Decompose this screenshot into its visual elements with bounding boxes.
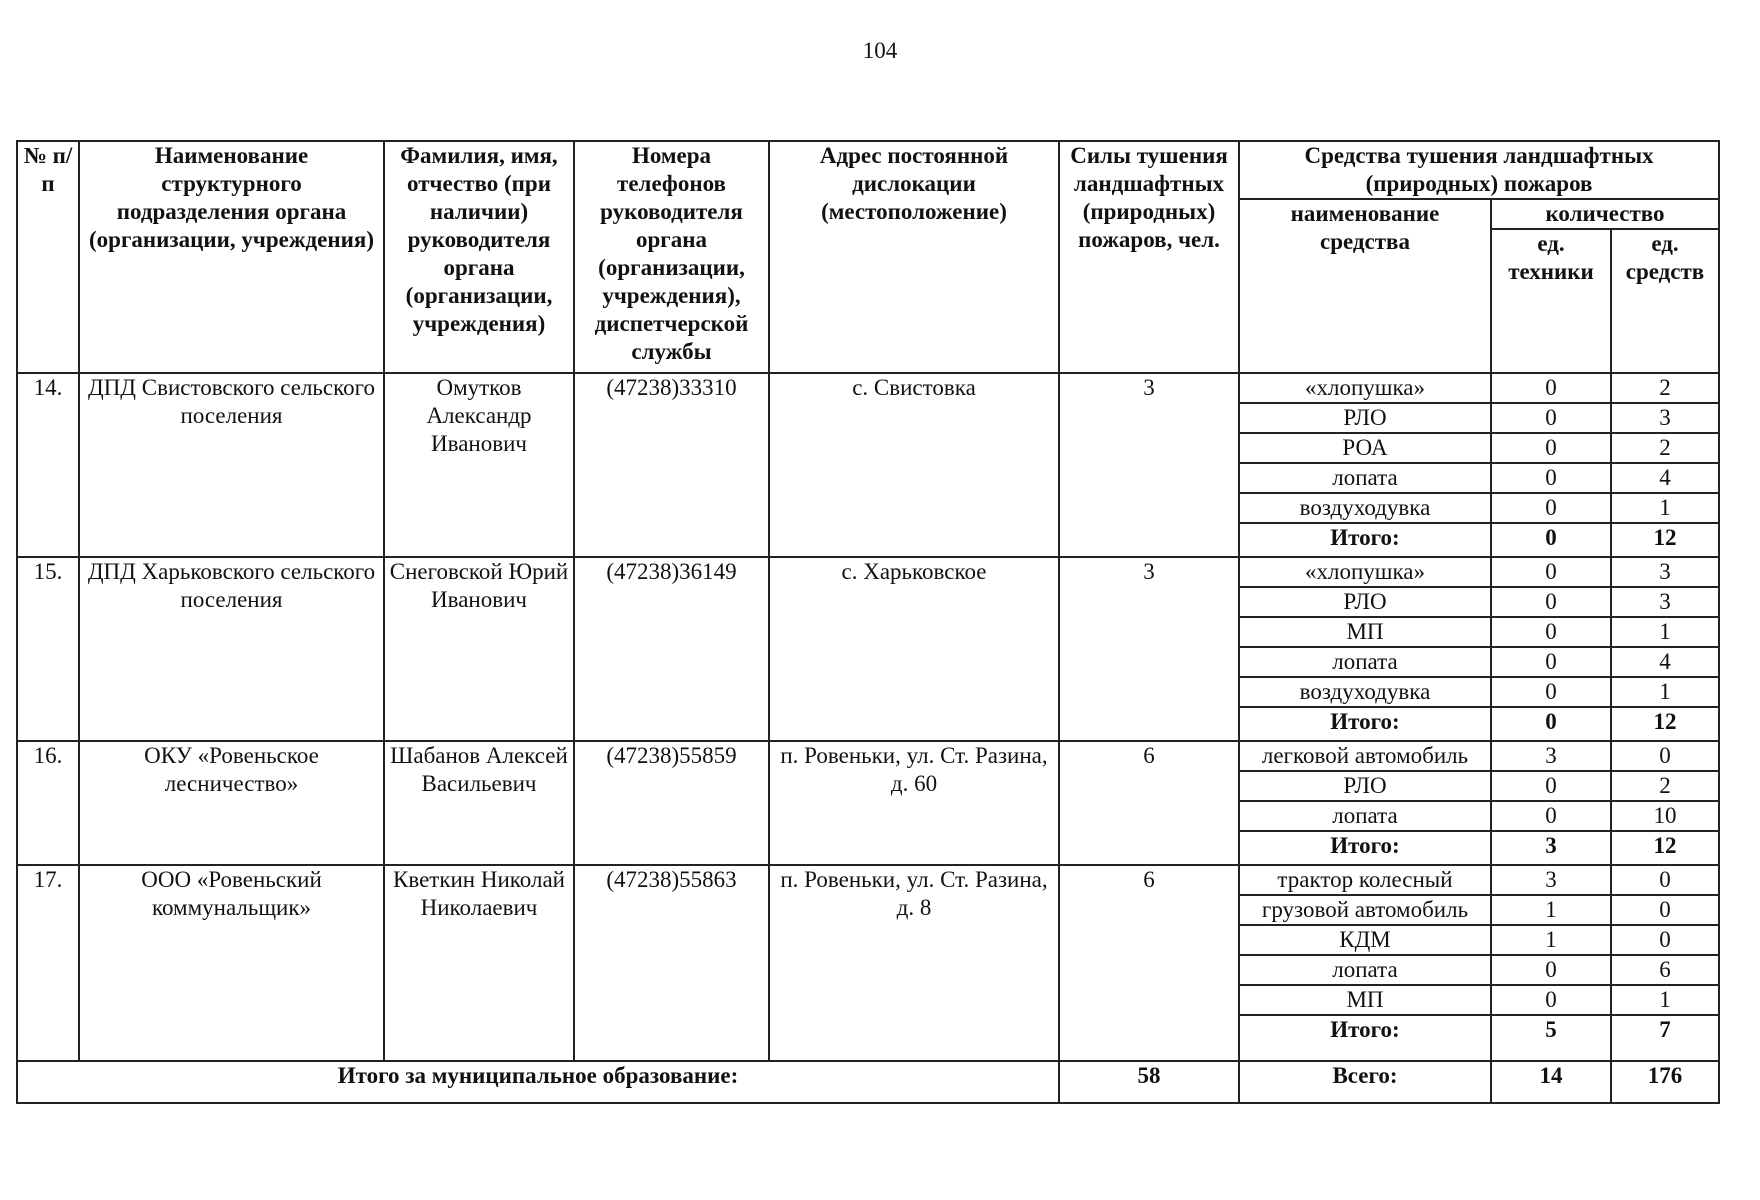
header-units-means: ед. средств: [1611, 229, 1719, 373]
means-name: воздуходувка: [1239, 493, 1491, 523]
grand-total-name: Всего:: [1239, 1061, 1491, 1103]
means-count: 2: [1611, 433, 1719, 463]
means-name: РЛО: [1239, 771, 1491, 801]
means-tech-count: 0: [1491, 403, 1611, 433]
means-tech-count: 0: [1491, 677, 1611, 707]
means-tech-count: 3: [1491, 865, 1611, 895]
means-name: грузовой автомобиль: [1239, 895, 1491, 925]
header-means: Средства тушения ландшафтных (природных) пожаров: [1239, 141, 1719, 199]
means-count: 0: [1611, 895, 1719, 925]
means-tech-count: 0: [1491, 647, 1611, 677]
entry-num: 15.: [17, 557, 79, 741]
table-footer: [17, 1061, 1719, 1103]
header-forces: Силы тушения ландшафтных (природных) пожаров, чел.: [1059, 141, 1239, 373]
header-quantity: количество: [1491, 199, 1719, 229]
total-means-count: 12: [1611, 707, 1719, 741]
header-phones: Номера телефонов руководителя органа (организации, учреждения), диспетчерской службы: [574, 141, 769, 373]
means-tech-count: 1: [1491, 925, 1611, 955]
entry-head-name: Шабанов Алексей Васильевич: [384, 741, 574, 865]
means-name: «хлопушка»: [1239, 373, 1491, 403]
entry-phone: (47238)55863: [574, 865, 769, 1061]
total-means-name: Итого:: [1239, 707, 1491, 741]
means-count: 2: [1611, 373, 1719, 403]
means-tech-count: 0: [1491, 955, 1611, 985]
entry-item-row: [17, 557, 1719, 587]
total-means-count: 12: [1611, 831, 1719, 865]
means-tech-count: 1: [1491, 895, 1611, 925]
means-tech-count: 0: [1491, 985, 1611, 1015]
means-name: лопата: [1239, 647, 1491, 677]
means-tech-count: 3: [1491, 741, 1611, 771]
entry-head-name: Снеговской Юрий Иванович: [384, 557, 574, 741]
means-count: 0: [1611, 925, 1719, 955]
entry-address: п. Ровеньки, ул. Ст. Разина, д. 8: [769, 865, 1059, 1061]
means-tech-count: 0: [1491, 463, 1611, 493]
entry-phone: (47238)36149: [574, 557, 769, 741]
total-means-count: 12: [1611, 523, 1719, 557]
entry-item-row: [17, 741, 1719, 771]
entry-num: 16.: [17, 741, 79, 865]
entry-address: п. Ровеньки, ул. Ст. Разина, д. 60: [769, 741, 1059, 865]
entry-forces: 6: [1059, 741, 1239, 865]
total-means-tech-count: 5: [1491, 1015, 1611, 1061]
means-tech-count: 0: [1491, 617, 1611, 647]
means-count: 1: [1611, 493, 1719, 523]
means-count: 4: [1611, 463, 1719, 493]
total-means-tech-count: 0: [1491, 523, 1611, 557]
means-tech-count: 0: [1491, 771, 1611, 801]
total-means-name: Итого:: [1239, 831, 1491, 865]
header-head-name: Фамилия, имя, отчество (при наличии) руководителя органа (организации, учреждения): [384, 141, 574, 373]
means-count: 2: [1611, 771, 1719, 801]
entry-num: 17.: [17, 865, 79, 1061]
means-count: 1: [1611, 985, 1719, 1015]
means-count: 1: [1611, 617, 1719, 647]
entry-item-row: [17, 373, 1719, 403]
means-count: 0: [1611, 741, 1719, 771]
total-means-name: Итого:: [1239, 1015, 1491, 1061]
table-body: [17, 373, 1719, 1061]
means-name: лопата: [1239, 801, 1491, 831]
header-unit-name: Наименование структурного подразделения органа (организации, учреждения): [79, 141, 384, 373]
header-units-tech: ед. техники: [1491, 229, 1611, 373]
total-means-name: Итого:: [1239, 523, 1491, 557]
means-name: легковой автомобиль: [1239, 741, 1491, 771]
entry-address: с. Свистовка: [769, 373, 1059, 557]
means-tech-count: 0: [1491, 493, 1611, 523]
total-means-count: 7: [1611, 1015, 1719, 1061]
means-tech-count: 0: [1491, 433, 1611, 463]
grand-total-forces: 58: [1059, 1061, 1239, 1103]
means-name: МП: [1239, 617, 1491, 647]
means-count: 3: [1611, 587, 1719, 617]
means-tech-count: 0: [1491, 557, 1611, 587]
means-count: 3: [1611, 403, 1719, 433]
means-tech-count: 0: [1491, 587, 1611, 617]
means-name: МП: [1239, 985, 1491, 1015]
means-count: 4: [1611, 647, 1719, 677]
header-means-name: наименование средства: [1239, 199, 1491, 373]
entry-head-name: Кветкин Николай Николаевич: [384, 865, 574, 1061]
means-name: РЛО: [1239, 587, 1491, 617]
means-name: «хлопушка»: [1239, 557, 1491, 587]
means-name: РОА: [1239, 433, 1491, 463]
means-tech-count: 0: [1491, 801, 1611, 831]
entry-unit-name: ООО «Ровеньский коммунальщик»: [79, 865, 384, 1061]
header-address: Адрес постоянной дислокации (местоположение): [769, 141, 1059, 373]
table-header: [17, 141, 1719, 373]
entry-forces: 3: [1059, 557, 1239, 741]
means-name: КДМ: [1239, 925, 1491, 955]
means-name: воздуходувка: [1239, 677, 1491, 707]
entry-forces: 3: [1059, 373, 1239, 557]
grand-total-tech: 14: [1491, 1061, 1611, 1103]
total-means-tech-count: 0: [1491, 707, 1611, 741]
means-count: 6: [1611, 955, 1719, 985]
header-num: № п/п: [17, 141, 79, 373]
means-tech-count: 0: [1491, 373, 1611, 403]
fire-resources-table: [16, 140, 1720, 1104]
entry-forces: 6: [1059, 865, 1239, 1061]
grand-total-means: 176: [1611, 1061, 1719, 1103]
page-number: 104: [862, 38, 898, 63]
means-name: лопата: [1239, 463, 1491, 493]
grand-total-row: [17, 1061, 1719, 1103]
entry-phone: (47238)55859: [574, 741, 769, 865]
means-name: РЛО: [1239, 403, 1491, 433]
entry-phone: (47238)33310: [574, 373, 769, 557]
entry-unit-name: ДПД Свистовского сельского поселения: [79, 373, 384, 557]
entry-unit-name: ОКУ «Ровеньское лесничество»: [79, 741, 384, 865]
means-count: 0: [1611, 865, 1719, 895]
means-count: 1: [1611, 677, 1719, 707]
means-count: 10: [1611, 801, 1719, 831]
grand-total-label: Итого за муниципальное образование:: [17, 1061, 1059, 1103]
means-name: лопата: [1239, 955, 1491, 985]
total-means-tech-count: 3: [1491, 831, 1611, 865]
entry-unit-name: ДПД Харьковского сельского поселения: [79, 557, 384, 741]
entry-num: 14.: [17, 373, 79, 557]
means-name: трактор колесный: [1239, 865, 1491, 895]
means-count: 3: [1611, 557, 1719, 587]
entry-head-name: Омутков Александр Иванович: [384, 373, 574, 557]
entry-item-row: [17, 865, 1719, 895]
entry-address: с. Харьковское: [769, 557, 1059, 741]
